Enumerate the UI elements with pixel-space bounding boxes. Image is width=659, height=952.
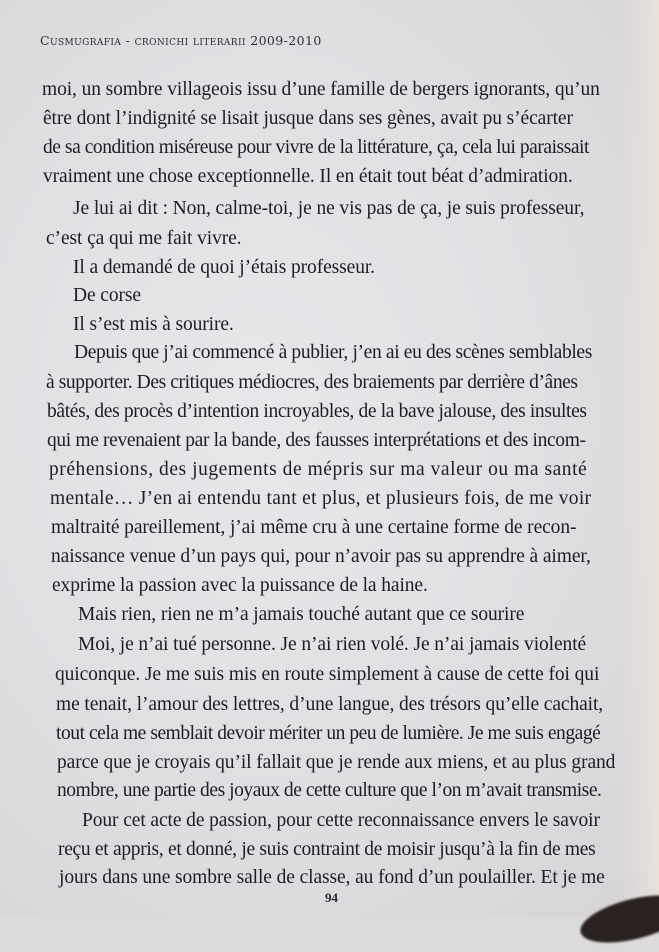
page-number: 94 (325, 890, 338, 905)
text-line: reçu et appris, et donné, je suis contraint de moisir jusqu’à la fin de mes (58, 839, 596, 860)
text-line: bâtés, des procès d’intention incroyables, de la bave jalouse, des insultes (47, 401, 587, 422)
text-line: Il s’est mis à sourire. (73, 314, 234, 335)
text-line: Je lui ai dit : Non, calme-toi, je ne vis pas de ça, je suis professeur, (73, 198, 585, 219)
text-line: nombre, une partie des joyaux de cette culture que l’on m’avait transmise. (57, 780, 602, 801)
text-line: me tenait, l’amour des lettres, d’une langue, des trésors qu’elle cachait, (56, 694, 604, 715)
text-line: tout cela me semblait devoir mériter un peu de lumière. Je me suis engagé (56, 723, 601, 744)
text-line: de sa condition miséreuse pour vivre de la littérature, ça, cela lui paraissait (43, 137, 589, 158)
text-line: moi, un sombre villageois issu d’une famille de bergers ignorants, qu’un (42, 79, 600, 100)
text-line: Il a demandé de quoi j’étais professeur. (73, 257, 375, 278)
text-line: Pour cet acte de passion, pour cette reconnaissance envers le savoir (82, 810, 600, 831)
text-line: De corse (73, 285, 141, 306)
text-line: qui me revenaient par la bande, des fausses interprétations et des incom- (47, 430, 586, 451)
text-line: mentale… J’en ai entendu tant et plus, et plusieurs fois, de me voir (50, 488, 592, 509)
page-edge-highlight (619, 0, 659, 917)
running-head: Cusmugrafia - cronichi literarii 2009-2010 (40, 33, 322, 48)
text-line: quiconque. Je me suis mis en route simplement à cause de cette foi qui (55, 664, 600, 685)
text-line: jours dans une sombre salle de classe, au fond d’un poulailler. Et je me (59, 867, 605, 888)
text-line: préhensions, des jugements de mépris sur ma valeur ou ma santé (49, 459, 588, 480)
text-line: parce que je croyais qu’il fallait que je rende aux miens, et au plus grand (57, 752, 616, 773)
corner-shadow (576, 886, 659, 951)
text-line: à supporter. Des critiques médiocres, des braiements par derrière d’ânes (46, 372, 578, 393)
text-line: vraiment une chose exceptionnelle. Il en était tout béat d’admiration. (43, 166, 573, 187)
text-line: être dont l’indignité se lisait jusque dans ses gènes, avait pu s’écarter (43, 108, 573, 129)
text-line: c’est ça qui me fait vivre. (46, 228, 242, 249)
text-line: Depuis que j’ai commencé à publier, j’en ai eu des scènes semblables (74, 342, 592, 363)
text-line: exprime la passion avec la puissance de la haine. (52, 575, 428, 596)
text-line: naissance venue d’un pays qui, pour n’avoir pas su apprendre à aimer, (51, 546, 591, 567)
text-line: Moi, je n’ai tué personne. Je n’ai rien volé. Je n’ai jamais violenté (78, 634, 587, 655)
text-line: maltraité pareillement, j’ai même cru à une certaine forme de recon- (51, 517, 577, 538)
text-line: Mais rien, rien ne m’a jamais touché autant que ce sourire (78, 604, 525, 625)
